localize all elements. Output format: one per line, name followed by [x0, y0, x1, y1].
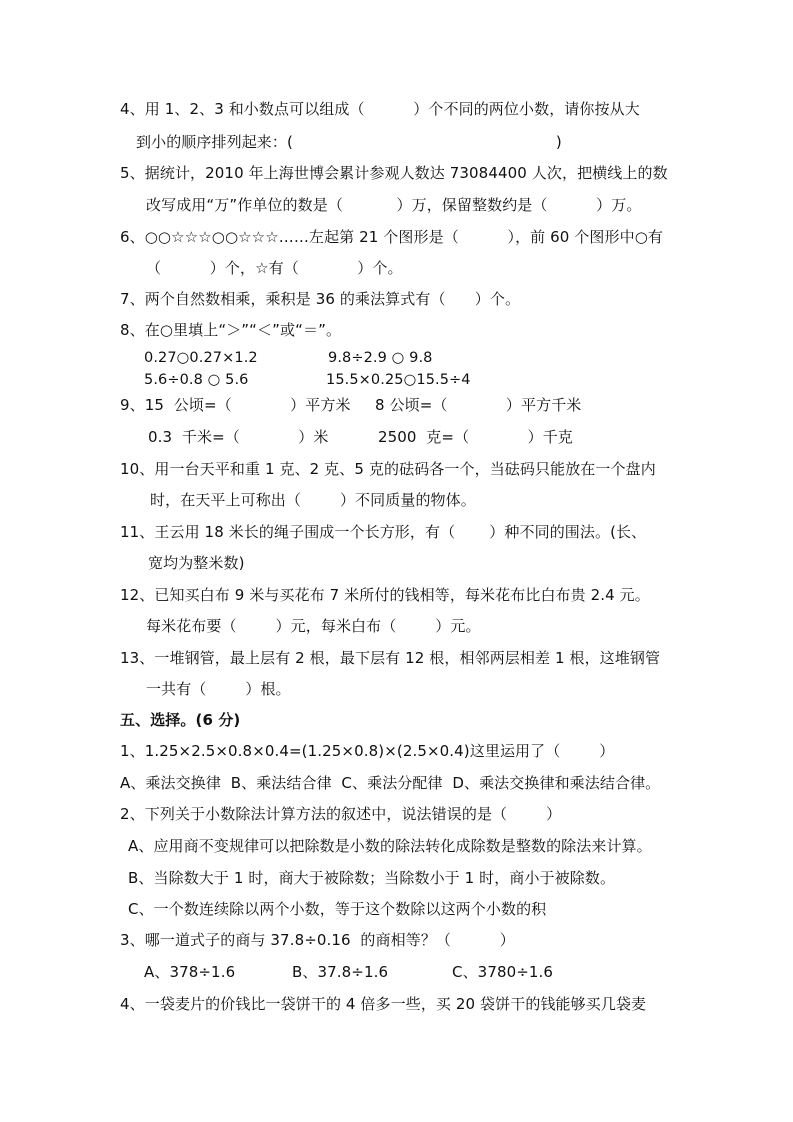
question-11-line-2: 宽均为整米数): [148, 554, 245, 572]
question-8-stem: 8、在○里填上“＞”“＜”或“＝”。: [120, 321, 342, 339]
choice-3-option-b: B、37.8÷1.6: [292, 963, 389, 981]
choice-2-option-b: B、当除数大于 1 时，商大于被除数；当除数小于 1 时，商小于被除数。: [128, 869, 616, 887]
section-choice-heading: 五、选择。(6 分): [120, 711, 241, 729]
choice-4-stem: 4、一袋麦片的价钱比一袋饼干的 4 倍多一些，买 20 袋饼干的钱能够买几袋麦: [120, 995, 647, 1013]
choice-1-stem: 1、1.25×2.5×0.8×0.4=(1.25×0.8)×(2.5×0.4)这里运用了（ ）: [120, 742, 615, 760]
question-8-item-2: 9.8÷2.9 ○ 9.8: [328, 350, 433, 366]
question-8-item-3: 5.6÷0.8 ○ 5.6: [144, 372, 249, 388]
question-6-line-1: 6、○○☆☆☆○○☆☆☆……左起第 21 个图形是（ ），前 60 个图形中○有: [120, 228, 663, 246]
question-8-item-1: 0.27○0.27×1.2: [144, 350, 258, 366]
choice-2-option-c: C、一个数连续除以两个小数，等于这个数除以这两个小数的积: [128, 900, 547, 918]
question-4-line-1: 4、用 1、2、3 和小数点可以组成（ ）个不同的两位小数，请你按从大: [120, 100, 640, 118]
choice-3-option-a: A、378÷1.6: [144, 963, 236, 981]
question-6-line-2: （ ）个，☆有（ ）个。: [146, 259, 403, 277]
choice-3-option-c: C、3780÷1.6: [452, 963, 554, 981]
question-10-line-2: 时，在天平上可称出（ ）不同质量的物体。: [150, 491, 476, 509]
choice-1-options: A、乘法交换律 B、乘法结合律 C、乘法分配律 D、乘法交换律和乘法结合律。: [120, 774, 661, 792]
question-13-line-2: 一共有（ ）根。: [146, 680, 291, 698]
question-9-item-1: 9、15 公顷=（ ）平方米: [120, 396, 351, 414]
question-12-line-1: 12、已知买白布 9 米与买花布 7 米所付的钱相等，每米花布比白布贵 2.4 元。: [120, 586, 650, 604]
question-12-line-2: 每米花布要（ ）元，每米白布（ ）元。: [146, 617, 481, 635]
choice-2-option-a: A、应用商不变规律可以把除数是小数的除法转化成除数是整数的除法来计算。: [128, 837, 652, 855]
question-4-line-2: 到小的顺序排列起来：( ): [136, 133, 562, 151]
question-11-line-1: 11、王云用 18 米长的绳子围成一个长方形，有（ ）种不同的围法。(长、: [120, 523, 647, 541]
question-8-item-4: 15.5×0.25○15.5÷4: [326, 372, 471, 388]
question-13-line-1: 13、一堆钢管，最上层有 2 根，最下层有 12 根，相邻两层相差 1 根，这堆钢管: [120, 649, 661, 667]
choice-2-stem: 2、下列关于小数除法计算方法的叙述中，说法错误的是（ ）: [120, 805, 562, 823]
question-10-line-1: 10、用一台天平和重 1 克、2 克、5 克的砝码各一个，当砝码只能放在一个盘内: [120, 460, 656, 478]
question-5-line-2: 改写成用“万”作单位的数是（ ）万，保留整数约是（ ）万。: [146, 196, 642, 214]
choice-3-stem: 3、哪一道式子的商与 37.8÷0.16 的商相等？（ ）: [120, 931, 515, 949]
question-9-item-3: 0.3 千米=（ ）米: [148, 428, 329, 446]
question-7: 7、两个自然数相乘，乘积是 36 的乘法算式有（ ）个。: [120, 290, 521, 308]
question-5-line-1: 5、据统计，2010 年上海世博会累计参观人数达 73084400 人次，把横线上的数: [120, 164, 668, 182]
question-9-item-4: 2500 克=（ ）千克: [378, 428, 573, 446]
question-9-item-2: 8 公顷=（ ）平方千米: [375, 396, 582, 414]
